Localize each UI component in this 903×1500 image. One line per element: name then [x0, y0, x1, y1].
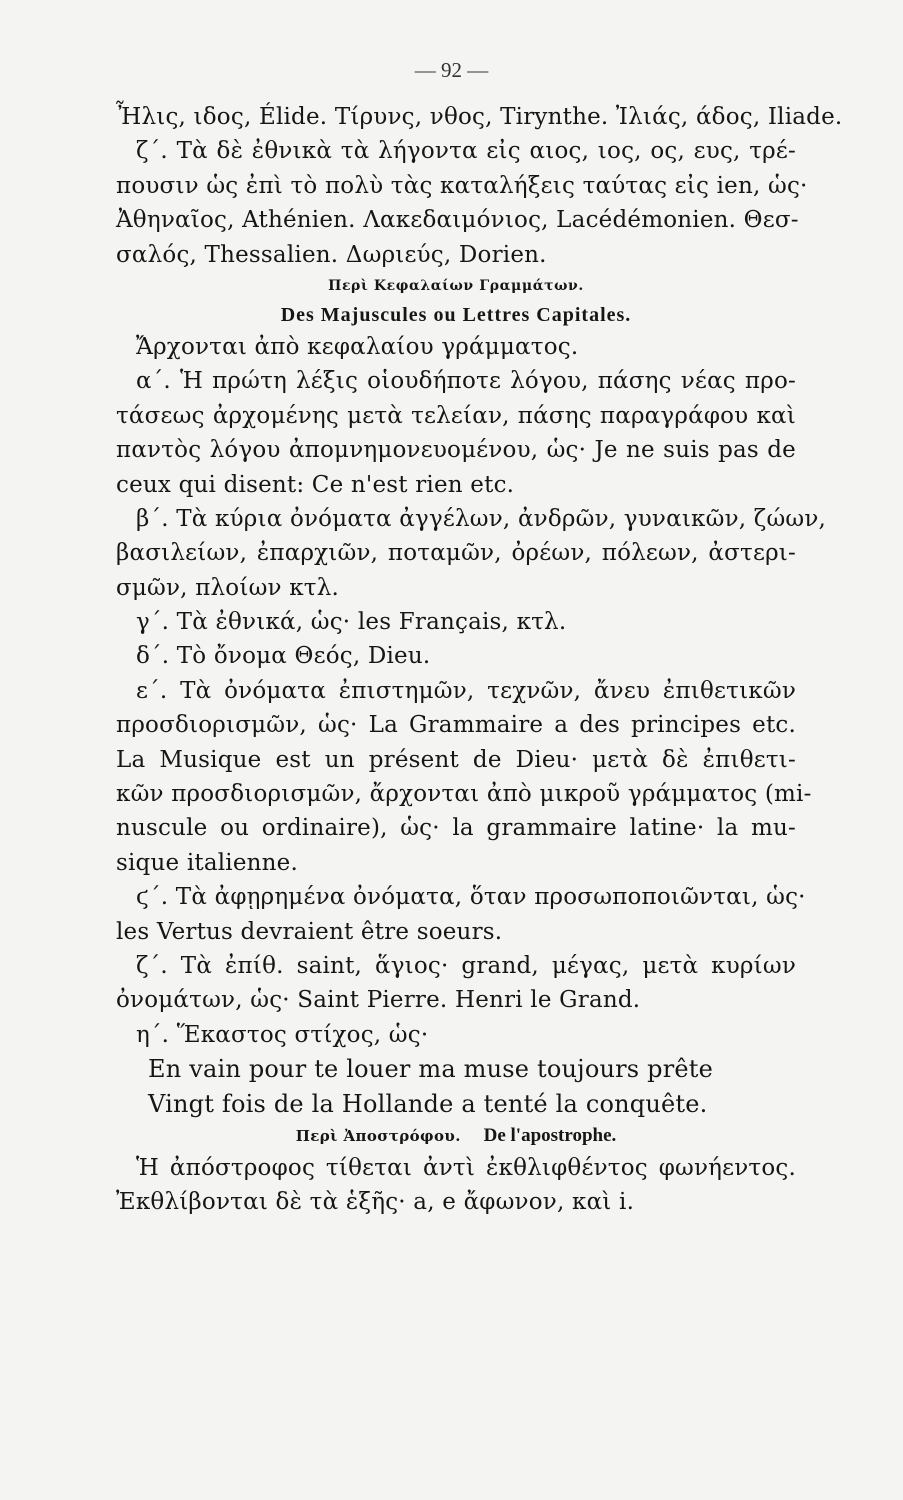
- section-heading-greek: Περὶ Κεφαλαίων Γραμμάτων.: [328, 277, 584, 294]
- text-line: α΄. Ἡ πρώτη λέξις οἱουδήποτε λόγου, πάσης νέας προ-: [136, 368, 796, 395]
- text-line: Ἐκθλίβονται δὲ τὰ ἑξῆς· a, e ἄφωνον, καὶ i.: [116, 1189, 635, 1216]
- text-line: πουσιν ὡς ἐπὶ τὸ πολὺ τὰς καταλήξεις ταύτας εἰς ien, ὡς·: [116, 172, 808, 199]
- text-line: τάσεως ἀρχομένης μετὰ τελείαν, πάσης παραγράφου καὶ: [116, 402, 796, 429]
- text-line: les Vertus devraient être soeurs.: [116, 918, 503, 945]
- text-line: β΄. Τὰ κύρια ὀνόματα ἀγγέλων, ἀνδρῶν, γυναικῶν, ζώων,: [136, 505, 827, 532]
- text-line: ὀνομάτων, ὡς· Saint Pierre. Henri le Grand.: [116, 987, 641, 1014]
- verse-line: En vain pour te louer ma muse toujours prête: [148, 1055, 714, 1084]
- text-line: προσδιορισμῶν, ὡς· La Grammaire a des principes etc.: [116, 712, 796, 739]
- text-line: ζ΄. Τὰ ἐπίθ. saint, ἅγιος· grand, μέγας, μετὰ κυρίων: [136, 952, 796, 979]
- text-line: ceux qui disent: Ce n'est rien etc.: [116, 471, 515, 498]
- heading-greek-part: Περὶ Ἀποστρόφου.: [295, 1126, 461, 1145]
- text-line: Ἡ ἀπόστροφος τίθεται ἀντὶ ἐκθλιφθέντος φωνήεντος.: [136, 1154, 796, 1181]
- text-line: παντὸς λόγου ἀπομνημονευομένου, ὡς· Je ne suis pas de: [116, 437, 796, 464]
- body-text: [116, 100, 843, 1220]
- text-line: κῶν προσδιορισμῶν, ἄρχονται ἀπὸ μικροῦ γράμματος (mi-: [116, 781, 812, 808]
- text-line: σμῶν, πλοίων κτλ.: [116, 574, 340, 601]
- heading-french-part: De l'apostrophe.: [483, 1124, 617, 1146]
- text-line: sique italienne.: [116, 849, 299, 876]
- text-line: Ἄρχονται ἀπὸ κεφαλαίου γράμματος.: [136, 333, 579, 360]
- text-line: σαλός, Thessalien. Δωριεύς, Dorien.: [116, 241, 547, 268]
- text-line: δ΄. Τὸ ὄνομα Θεός, Dieu.: [136, 643, 431, 670]
- apostrophe-heading: [116, 1121, 796, 1151]
- text-line: nuscule ou ordinaire), ὡς· la grammaire latine· la mu-: [116, 815, 796, 842]
- text-line: ζ΄. Τὰ δὲ ἐθνικὰ τὰ λήγοντα εἰς αιος, ιος, ος, ευς, τρέ-: [136, 138, 796, 165]
- text-line: η΄. Ἕκαστος στίχος, ὡς·: [136, 1021, 429, 1048]
- verse-line: Vingt fois de la Hollande a tenté la conquête.: [148, 1089, 708, 1118]
- text-line: βασιλείων, ἐπαρχιῶν, ποταμῶν, ὀρέων, πόλεων, ἀστερι-: [116, 540, 796, 567]
- text-line: Ἦλις, ιδος, Élide. Τίρυνς, νθος, Tirynthe. Ἰλιάς, άδος, Iliade.: [116, 104, 843, 130]
- text-line: Ἀθηναῖος, Athénien. Λακεδαιμόνιος, Lacédémonien. Θεσ-: [116, 207, 799, 234]
- text-line: La Musique est un présent de Dieu· μετὰ δὲ ἐπιθετι-: [116, 746, 796, 773]
- text-line: γ΄. Τὰ ἐθνικά, ὡς· les Français, κτλ.: [136, 609, 567, 636]
- section-heading-french: Des Majuscules ou Lettres Capitales.: [280, 303, 632, 326]
- text-line: ϛ΄. Τὰ ἀφῃρημένα ὀνόματα, ὅταν προσωποποιῶνται, ὡς·: [136, 884, 806, 911]
- page-number: — 92 —: [414, 58, 489, 82]
- text-line: ε΄. Τὰ ὀνόματα ἐπιστημῶν, τεχνῶν, ἄνευ ἐπιθετικῶν: [136, 677, 796, 704]
